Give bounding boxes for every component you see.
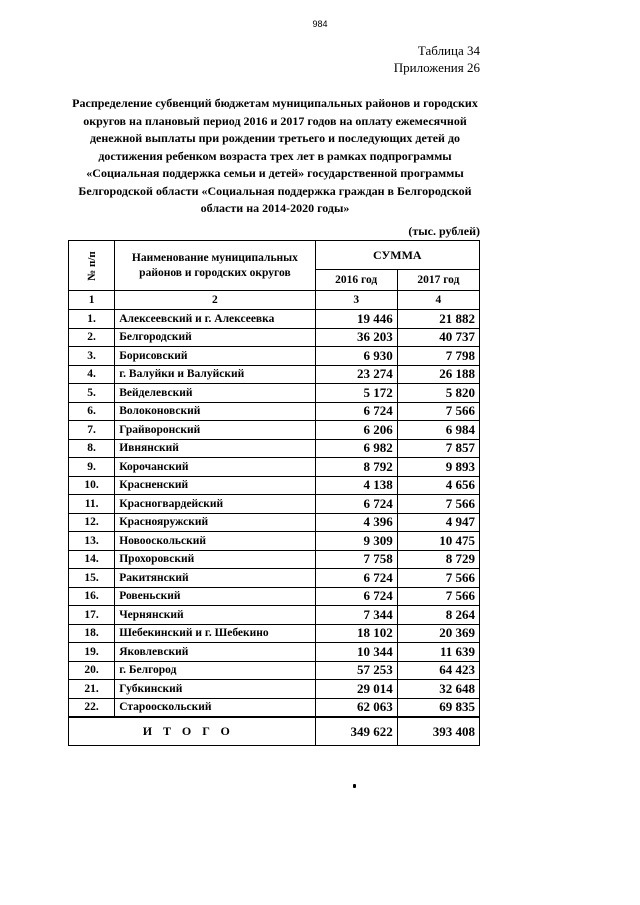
row-value-2016: 9 309 [315,532,397,551]
index-cell: 4 [397,291,479,310]
row-value-2017: 5 820 [397,384,479,403]
index-cell: 3 [315,291,397,310]
col-header-sum: СУММА [315,241,479,270]
table-row [69,624,480,643]
table-row [69,328,480,347]
row-number: 9. [69,458,115,477]
row-value-2017: 21 882 [397,310,479,329]
row-number: 4. [69,365,115,384]
row-value-2016: 62 063 [315,698,397,717]
row-number: 15. [69,569,115,588]
row-district-name: Ракитянский [115,569,315,588]
row-district-name: Губкинский [115,680,315,699]
row-value-2017: 26 188 [397,365,479,384]
row-value-2017: 7 798 [397,347,479,366]
page-number: 984 [312,19,328,29]
row-value-2017: 69 835 [397,698,479,717]
row-value-2017: 32 648 [397,680,479,699]
row-district-name: Красногвардейский [115,495,315,514]
row-value-2016: 6 206 [315,421,397,440]
row-district-name: Волоконовский [115,402,315,421]
row-value-2016: 6 930 [315,347,397,366]
total-2017: 393 408 [397,717,479,746]
row-district-name: Краснояружский [115,513,315,532]
col-header-number [69,241,115,291]
row-value-2017: 40 737 [397,328,479,347]
row-district-name: Корочанский [115,458,315,477]
col-header-2017: 2017 год [397,270,479,291]
row-value-2016: 6 724 [315,495,397,514]
total-row [69,717,480,746]
row-district-name: Шебекинский и г. Шебекино [115,624,315,643]
row-number: 3. [69,347,115,366]
table-row [69,402,480,421]
row-number: 8. [69,439,115,458]
col-header-name: Наименование муниципальных районов и городских округов [115,241,315,291]
table-row [69,550,480,569]
row-value-2016: 29 014 [315,680,397,699]
table-row [69,513,480,532]
table-reference [392,42,480,76]
row-number: 20. [69,661,115,680]
table-row [69,365,480,384]
row-district-name: г. Валуйки и Валуйский [115,365,315,384]
row-value-2016: 5 172 [315,384,397,403]
total-2016: 349 622 [315,717,397,746]
row-value-2017: 4 947 [397,513,479,532]
row-district-name: г. Белгород [115,661,315,680]
row-value-2017: 7 857 [397,439,479,458]
row-value-2017: 4 656 [397,476,479,495]
row-value-2017: 9 893 [397,458,479,477]
table-row [69,606,480,625]
row-district-name: Прохоровский [115,550,315,569]
row-value-2016: 23 274 [315,365,397,384]
appendix-number: Приложения 26 [393,60,480,75]
table-row [69,643,480,662]
row-value-2017: 8 264 [397,606,479,625]
row-value-2017: 7 566 [397,587,479,606]
row-value-2017: 10 475 [397,532,479,551]
table-row [69,680,480,699]
row-value-2016: 4 396 [315,513,397,532]
row-number: 7. [69,421,115,440]
row-number: 1. [69,310,115,329]
row-number: 2. [69,328,115,347]
col-number-label: № п/п [85,250,98,281]
row-number: 12. [69,513,115,532]
row-district-name: Старооскольский [115,698,315,717]
row-value-2016: 6 724 [315,587,397,606]
row-district-name: Ивнянский [115,439,315,458]
row-district-name: Чернянский [115,606,315,625]
table-row [69,587,480,606]
table-row [69,384,480,403]
row-number: 14. [69,550,115,569]
row-value-2017: 20 369 [397,624,479,643]
row-value-2017: 64 423 [397,661,479,680]
table-row [69,458,480,477]
row-number: 10. [69,476,115,495]
row-number: 17. [69,606,115,625]
row-number: 6. [69,402,115,421]
row-value-2017: 7 566 [397,569,479,588]
row-number: 19. [69,643,115,662]
table-row [69,439,480,458]
row-value-2017: 6 984 [397,421,479,440]
table-row [69,532,480,551]
index-cell: 1 [69,291,115,310]
table-row [69,347,480,366]
row-number: 11. [69,495,115,514]
col-header-2016: 2016 год [315,270,397,291]
row-district-name: Яковлевский [115,643,315,662]
row-value-2016: 18 102 [315,624,397,643]
row-district-name: Грайворонский [115,421,315,440]
table-row [69,661,480,680]
row-district-name: Белгородский [115,328,315,347]
row-value-2016: 36 203 [315,328,397,347]
row-value-2016: 7 758 [315,550,397,569]
table-row [69,569,480,588]
row-district-name: Красненский [115,476,315,495]
index-cell: 2 [115,291,315,310]
table-number: Таблица 34 [417,43,480,58]
table-row [69,421,480,440]
row-district-name: Алексеевский и г. Алексеевка [115,310,315,329]
row-district-name: Ровеньский [115,587,315,606]
row-number: 21. [69,680,115,699]
row-value-2016: 19 446 [315,310,397,329]
table-row [69,310,480,329]
row-value-2016: 57 253 [315,661,397,680]
column-index-row [69,291,480,310]
row-district-name: Вейделевский [115,384,315,403]
row-district-name: Новооскольский [115,532,315,551]
total-label: ИТОГО [69,717,316,746]
stray-mark [353,784,356,788]
row-value-2016: 4 138 [315,476,397,495]
table-row [69,476,480,495]
units-label: (тыс. рублей) [408,224,480,238]
row-value-2016: 7 344 [315,606,397,625]
row-value-2017: 7 566 [397,402,479,421]
row-value-2016: 10 344 [315,643,397,662]
row-number: 18. [69,624,115,643]
row-value-2016: 6 724 [315,569,397,588]
row-value-2016: 6 724 [315,402,397,421]
row-number: 5. [69,384,115,403]
row-number: 22. [69,698,115,717]
row-value-2016: 8 792 [315,458,397,477]
row-number: 13. [69,532,115,551]
subsidy-table [68,240,480,746]
row-value-2017: 7 566 [397,495,479,514]
row-value-2017: 11 639 [397,643,479,662]
row-value-2017: 8 729 [397,550,479,569]
row-value-2016: 6 982 [315,439,397,458]
document-title: Распределение субвенций бюджетам муниципальных районов и городских округов на плановый период 2016 и 2017 годов на оплату ежемесячной денежной выплаты при рождении третьего и последующих детей до достижения ребенком возраста трех лет в рамках подпрограммы «Социальная поддержка семьи и детей» государственной программы Белгородской области «Социальная поддержка граждан в Белгородской области на 2014-2020 годы» [72,96,478,215]
table-row [69,495,480,514]
row-number: 16. [69,587,115,606]
row-district-name: Борисовский [115,347,315,366]
table-row [69,698,480,717]
